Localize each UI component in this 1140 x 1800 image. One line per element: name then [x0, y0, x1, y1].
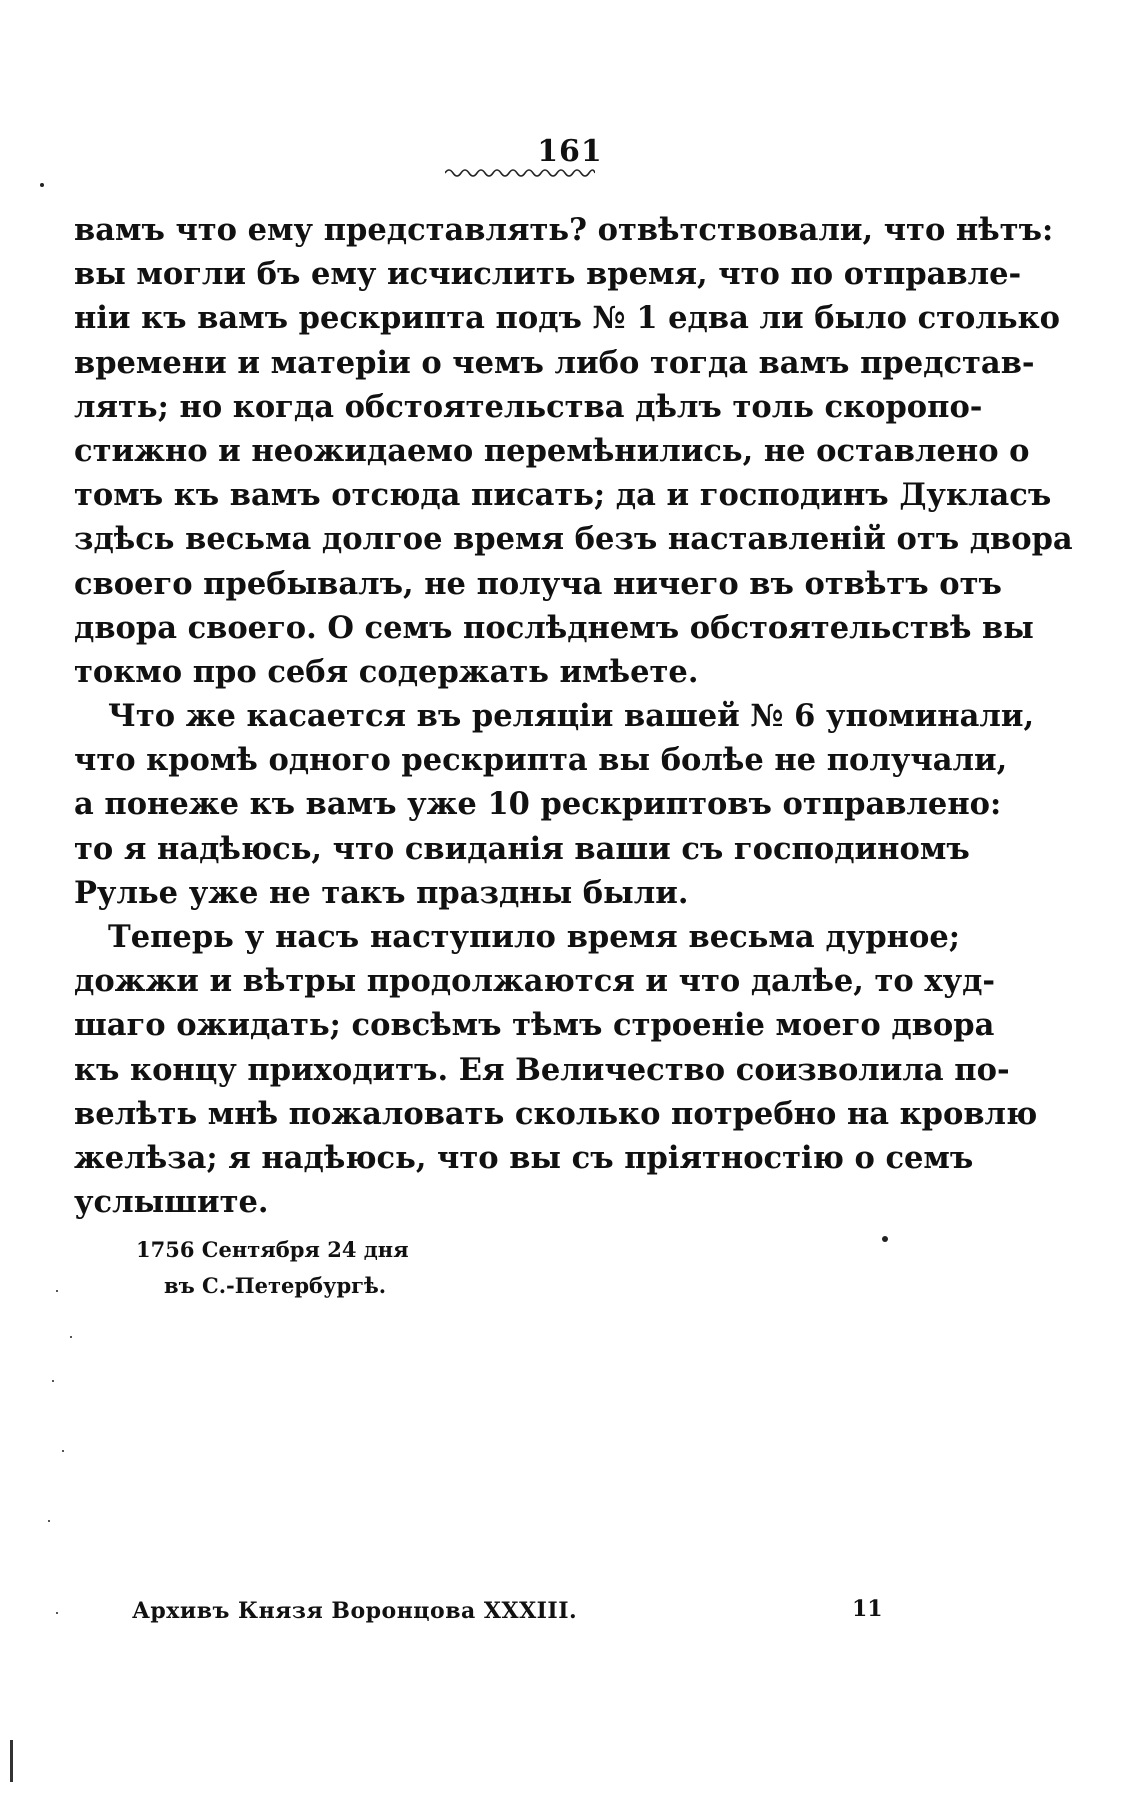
scan-speck: [882, 1236, 888, 1242]
page-number: 161: [537, 134, 603, 169]
text-line: стижно и неожидаемо перемѣнились, не оставлено о: [74, 432, 1030, 469]
signoff: [136, 1232, 409, 1304]
signoff-place: въ С.-Петербургѣ.: [164, 1273, 387, 1298]
text-line: вамъ что ему представлять? отвѣтствовали, что нѣтъ:: [74, 212, 1054, 248]
text-line: своего пребывалъ, не получа ничего въ отвѣтъ отъ: [74, 565, 1002, 602]
text-line: къ концу приходитъ. Ея Величество соизволила по-: [74, 1051, 1010, 1088]
scan-speck: [48, 1520, 50, 1522]
text-line: велѣть мнѣ пожаловать сколько потребно на кровлю: [74, 1095, 1038, 1132]
wavy-rule-ornament: [445, 166, 595, 180]
scan-speck: [70, 1336, 72, 1338]
text-line: томъ къ вамъ отсюда писать; да и господинъ Дукласъ: [74, 477, 1052, 514]
text-line: желѣза; я надѣюсь, что вы съ прiятностiю о семъ: [74, 1139, 974, 1176]
paragraph-3: [74, 915, 1038, 1224]
scan-speck: [56, 1290, 58, 1292]
text-line: дожжи и вѣтры продолжаются и что далѣе, то худ-: [74, 963, 996, 1000]
text-line: токмо про себя содержать имѣете.: [74, 653, 699, 690]
text-line: нiи къ вамъ рескрипта подъ № 1 едва ли было столько: [74, 300, 1060, 337]
text-line: то я надѣюсь, что свиданiя ваши съ господиномъ: [74, 830, 970, 867]
text-line: времени и матерiи о чемъ либо тогда вамъ представ-: [74, 344, 1035, 381]
scan-edge-mark: [10, 1740, 13, 1782]
text-line: услышите.: [74, 1184, 269, 1221]
text-line: здѣсь весьма долгое время безъ наставленiй отъ двора: [74, 521, 1073, 558]
text-line: вы могли бъ ему исчислить время, что по отправле-: [74, 256, 1022, 293]
footer-signature-mark: 11: [852, 1596, 883, 1622]
text-line: Рулье уже не такъ праздны были.: [74, 874, 689, 911]
scan-speck: [40, 183, 44, 187]
paragraph-1: [74, 208, 1073, 694]
letter-body: [74, 208, 1073, 1224]
text-line: двора своего. О семъ послѣднемъ обстоятельствѣ вы: [74, 609, 1034, 646]
text-line: Теперь у насъ наступило время весьма дурное;: [108, 919, 960, 955]
scan-speck: [52, 1380, 54, 1382]
footer-archive-title: Архивъ Князя Воронцова XXXIII.: [132, 1598, 578, 1624]
text-line: лять; но когда обстоятельства дѣлъ толь скоропо-: [74, 388, 983, 425]
text-line: что кромѣ одного рескрипта вы болѣе не получали,: [74, 742, 1008, 779]
signoff-date: 1756 Сентября 24 дня: [136, 1237, 409, 1262]
paragraph-2: [74, 694, 1035, 915]
text-line: шаго ожидать; совсѣмъ тѣмъ строенiе моего двора: [74, 1007, 995, 1044]
text-line: а понеже къ вамъ уже 10 рескриптовъ отправлено:: [74, 786, 1002, 823]
scan-speck: [56, 1612, 58, 1614]
scan-speck: [62, 1450, 64, 1452]
text-line: Что же касается въ реляцiи вашей № 6 упоминали,: [108, 698, 1035, 735]
